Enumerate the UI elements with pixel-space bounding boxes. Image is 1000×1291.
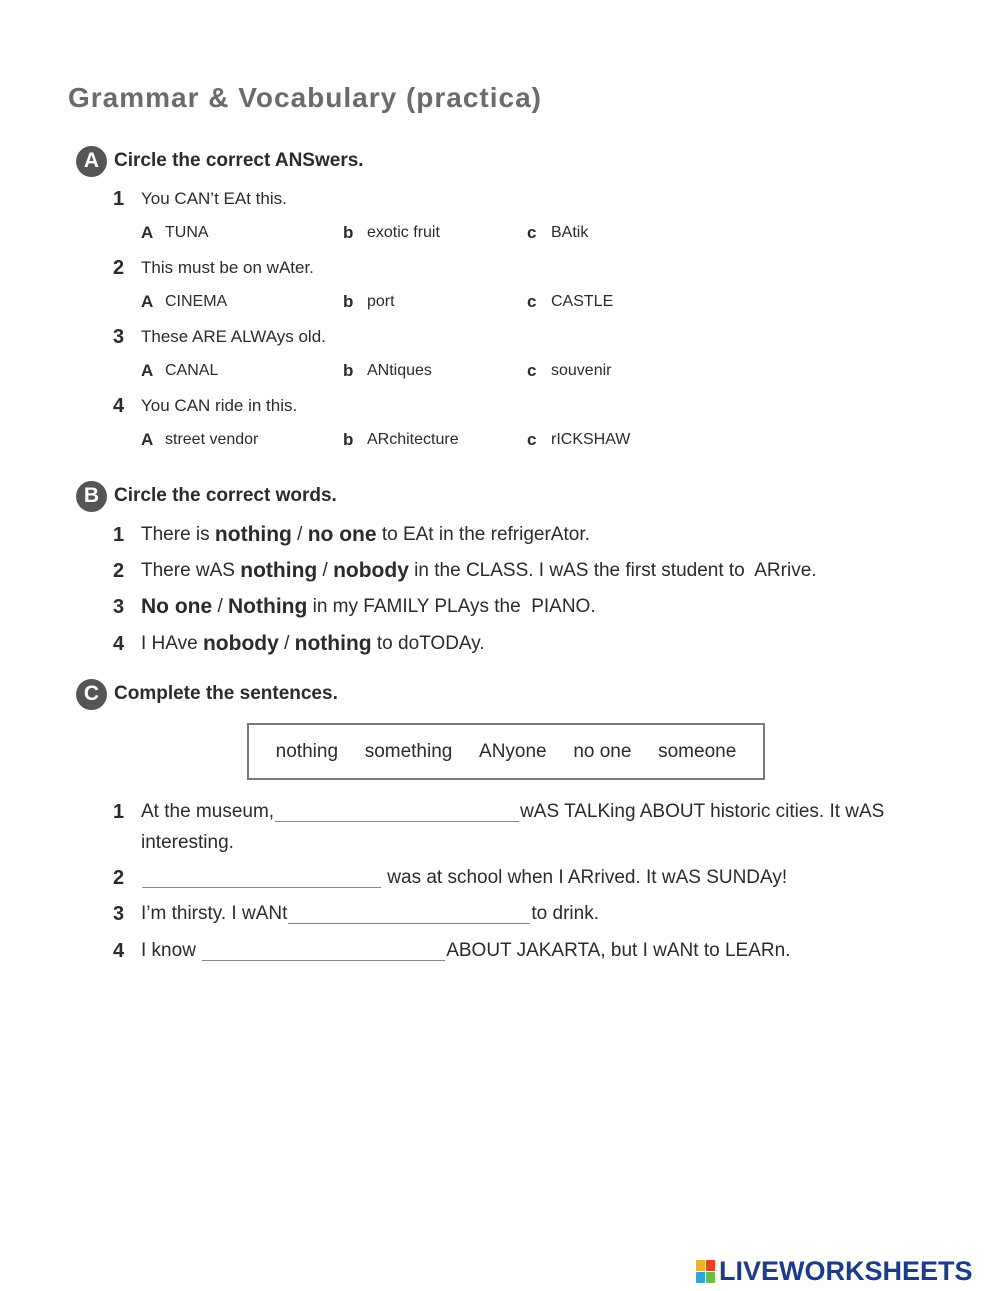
sentence-text-before: At the museum, xyxy=(141,801,275,822)
option-text: CASTLE xyxy=(551,293,614,310)
liveworksheets-logo[interactable] xyxy=(696,1254,973,1288)
sentence-number: 2 xyxy=(113,559,125,582)
option-a3-c[interactable] xyxy=(527,360,611,382)
option-text: CANAL xyxy=(165,362,219,379)
option-letter: c xyxy=(527,223,537,242)
option-text: souvenir xyxy=(551,362,612,379)
sentence-text-before: There wAS xyxy=(141,560,241,581)
sentence-c1 xyxy=(113,799,884,825)
option-letter: b xyxy=(343,361,354,380)
option-text: rICKSHAW xyxy=(551,431,631,448)
word-choice-2[interactable]: no one xyxy=(307,523,377,546)
sentence-number: 2 xyxy=(113,866,125,889)
question-number: 2 xyxy=(113,256,125,279)
word-box-item: ANyone xyxy=(479,740,547,762)
option-letter: b xyxy=(343,223,354,242)
word-choice-2[interactable]: nobody xyxy=(333,559,409,582)
word-box-item: something xyxy=(364,740,453,762)
sentence-text-after: to drink. xyxy=(531,903,599,924)
option-a3-a[interactable] xyxy=(141,360,218,382)
option-letter: A xyxy=(141,292,154,311)
question-text: You CAN ride in this. xyxy=(141,396,298,415)
option-text: ARchitecture xyxy=(367,431,459,448)
word-choice-1[interactable]: nobody xyxy=(202,632,279,655)
logo-tiles-icon xyxy=(696,1260,715,1283)
sentence-number: 4 xyxy=(113,939,125,962)
sentence-text-after: wAS TALKing ABOUT historic cities. It wAS xyxy=(520,801,885,822)
option-letter: c xyxy=(527,361,537,380)
sentence-b1 xyxy=(113,522,590,548)
option-letter: b xyxy=(343,430,354,449)
section-c-heading: Complete the sentences. xyxy=(114,683,338,704)
question-number: 4 xyxy=(113,394,125,417)
sentence-text-after: to EAt in the refrigerAtor. xyxy=(376,524,590,545)
logo-tile xyxy=(696,1260,705,1271)
word-box xyxy=(247,723,765,780)
question-number: 3 xyxy=(113,325,125,348)
option-text: port xyxy=(367,293,395,310)
sentence-text-after: was at school when I ARrived. It wAS SUNDAy! xyxy=(382,867,788,888)
section-a-heading: Circle the correct ANSwers. xyxy=(114,150,364,171)
logo-tile xyxy=(696,1272,705,1283)
option-a1-c[interactable] xyxy=(527,222,588,244)
option-letter: A xyxy=(141,430,154,449)
sentence-text-before: There is xyxy=(141,524,215,545)
logo-text: LIVEWORKSHEETS xyxy=(719,1255,973,1286)
choice-slash: / xyxy=(212,596,229,617)
option-a2-b[interactable] xyxy=(343,291,395,313)
sentence-text-after: ABOUT JAKARTA, but I wANt to LEARn. xyxy=(446,940,791,961)
option-letter: b xyxy=(343,292,354,311)
sentence-b3 xyxy=(113,594,596,620)
answer-blank[interactable] xyxy=(275,803,519,822)
question-text: This must be on wAter. xyxy=(141,258,314,277)
question-text: You CAN’t EAt this. xyxy=(141,189,287,208)
answer-blank[interactable] xyxy=(202,942,445,961)
option-letter: c xyxy=(527,292,537,311)
sentence-b2 xyxy=(113,558,817,584)
option-a2-a[interactable] xyxy=(141,291,227,313)
sentence-c4 xyxy=(113,938,790,964)
option-letter: c xyxy=(527,430,537,449)
option-text: CINEMA xyxy=(165,293,228,310)
word-choice-2[interactable]: nothing xyxy=(294,632,372,655)
word-box-item: nothing xyxy=(275,740,339,762)
section-b-badge: B xyxy=(76,481,107,512)
option-a4-c[interactable] xyxy=(527,429,630,451)
option-text: BAtik xyxy=(551,224,589,241)
choice-slash: / xyxy=(291,524,308,545)
question-a3 xyxy=(113,324,326,350)
sentence-text-after: in my FAMILY PLAys the PIANO. xyxy=(307,596,596,617)
question-a4 xyxy=(113,393,297,419)
option-a1-a[interactable] xyxy=(141,222,209,244)
option-a2-c[interactable] xyxy=(527,291,613,313)
word-choice-1[interactable]: nothing xyxy=(240,559,318,582)
sentence-number: 1 xyxy=(113,523,125,546)
option-letter: A xyxy=(141,361,154,380)
option-a4-b[interactable] xyxy=(343,429,459,451)
word-box-item: no one xyxy=(573,740,632,762)
sentence-continuation: interesting. xyxy=(141,832,234,853)
option-text: TUNA xyxy=(165,224,209,241)
section-c-badge: C xyxy=(76,679,107,710)
choice-slash: / xyxy=(278,633,295,654)
question-a1 xyxy=(113,186,287,212)
logo-tile xyxy=(706,1260,715,1271)
logo-tile xyxy=(706,1272,715,1283)
option-a1-b[interactable] xyxy=(343,222,440,244)
sentence-number: 3 xyxy=(113,902,125,925)
option-text: street vendor xyxy=(165,431,259,448)
question-a2 xyxy=(113,255,314,281)
option-text: exotic fruit xyxy=(367,224,440,241)
word-choice-1[interactable]: No one xyxy=(141,595,213,618)
section-a-header xyxy=(76,145,364,177)
choice-slash: / xyxy=(317,560,334,581)
section-c-header xyxy=(76,678,338,710)
section-b-heading: Circle the correct words. xyxy=(114,485,337,506)
sentence-text-before: I know xyxy=(141,940,202,961)
option-a4-a[interactable] xyxy=(141,429,258,451)
section-a-badge: A xyxy=(76,146,107,177)
sentence-text-after: to doTODAy. xyxy=(371,633,485,654)
sentence-number: 1 xyxy=(113,800,125,823)
sentence-number: 3 xyxy=(113,595,125,618)
sentence-c3 xyxy=(113,901,599,927)
answer-blank[interactable] xyxy=(288,905,530,924)
option-a3-b[interactable] xyxy=(343,360,432,382)
word-box-item: someone xyxy=(658,740,737,762)
sentence-b4 xyxy=(113,631,485,657)
sentence-c2 xyxy=(113,865,787,891)
option-text: ANtiques xyxy=(367,362,432,379)
sentence-text-before: I HAve xyxy=(141,633,203,654)
question-text: These ARE ALWAys old. xyxy=(141,327,326,346)
sentence-number: 4 xyxy=(113,632,125,655)
page-title: Grammar & Vocabulary (practica) xyxy=(68,82,542,113)
section-b-header xyxy=(76,480,337,512)
sentence-text-before: I’m thirsty. I wANt xyxy=(141,903,288,924)
question-number: 1 xyxy=(113,187,125,210)
sentence-c1-continued xyxy=(141,830,234,856)
word-choice-1[interactable]: nothing xyxy=(214,523,292,546)
word-choice-2[interactable]: Nothing xyxy=(228,595,308,618)
sentence-text-after: in the CLASS. I wAS the first student to ARrive. xyxy=(408,560,817,581)
answer-blank[interactable] xyxy=(142,869,381,888)
option-letter: A xyxy=(141,223,154,242)
